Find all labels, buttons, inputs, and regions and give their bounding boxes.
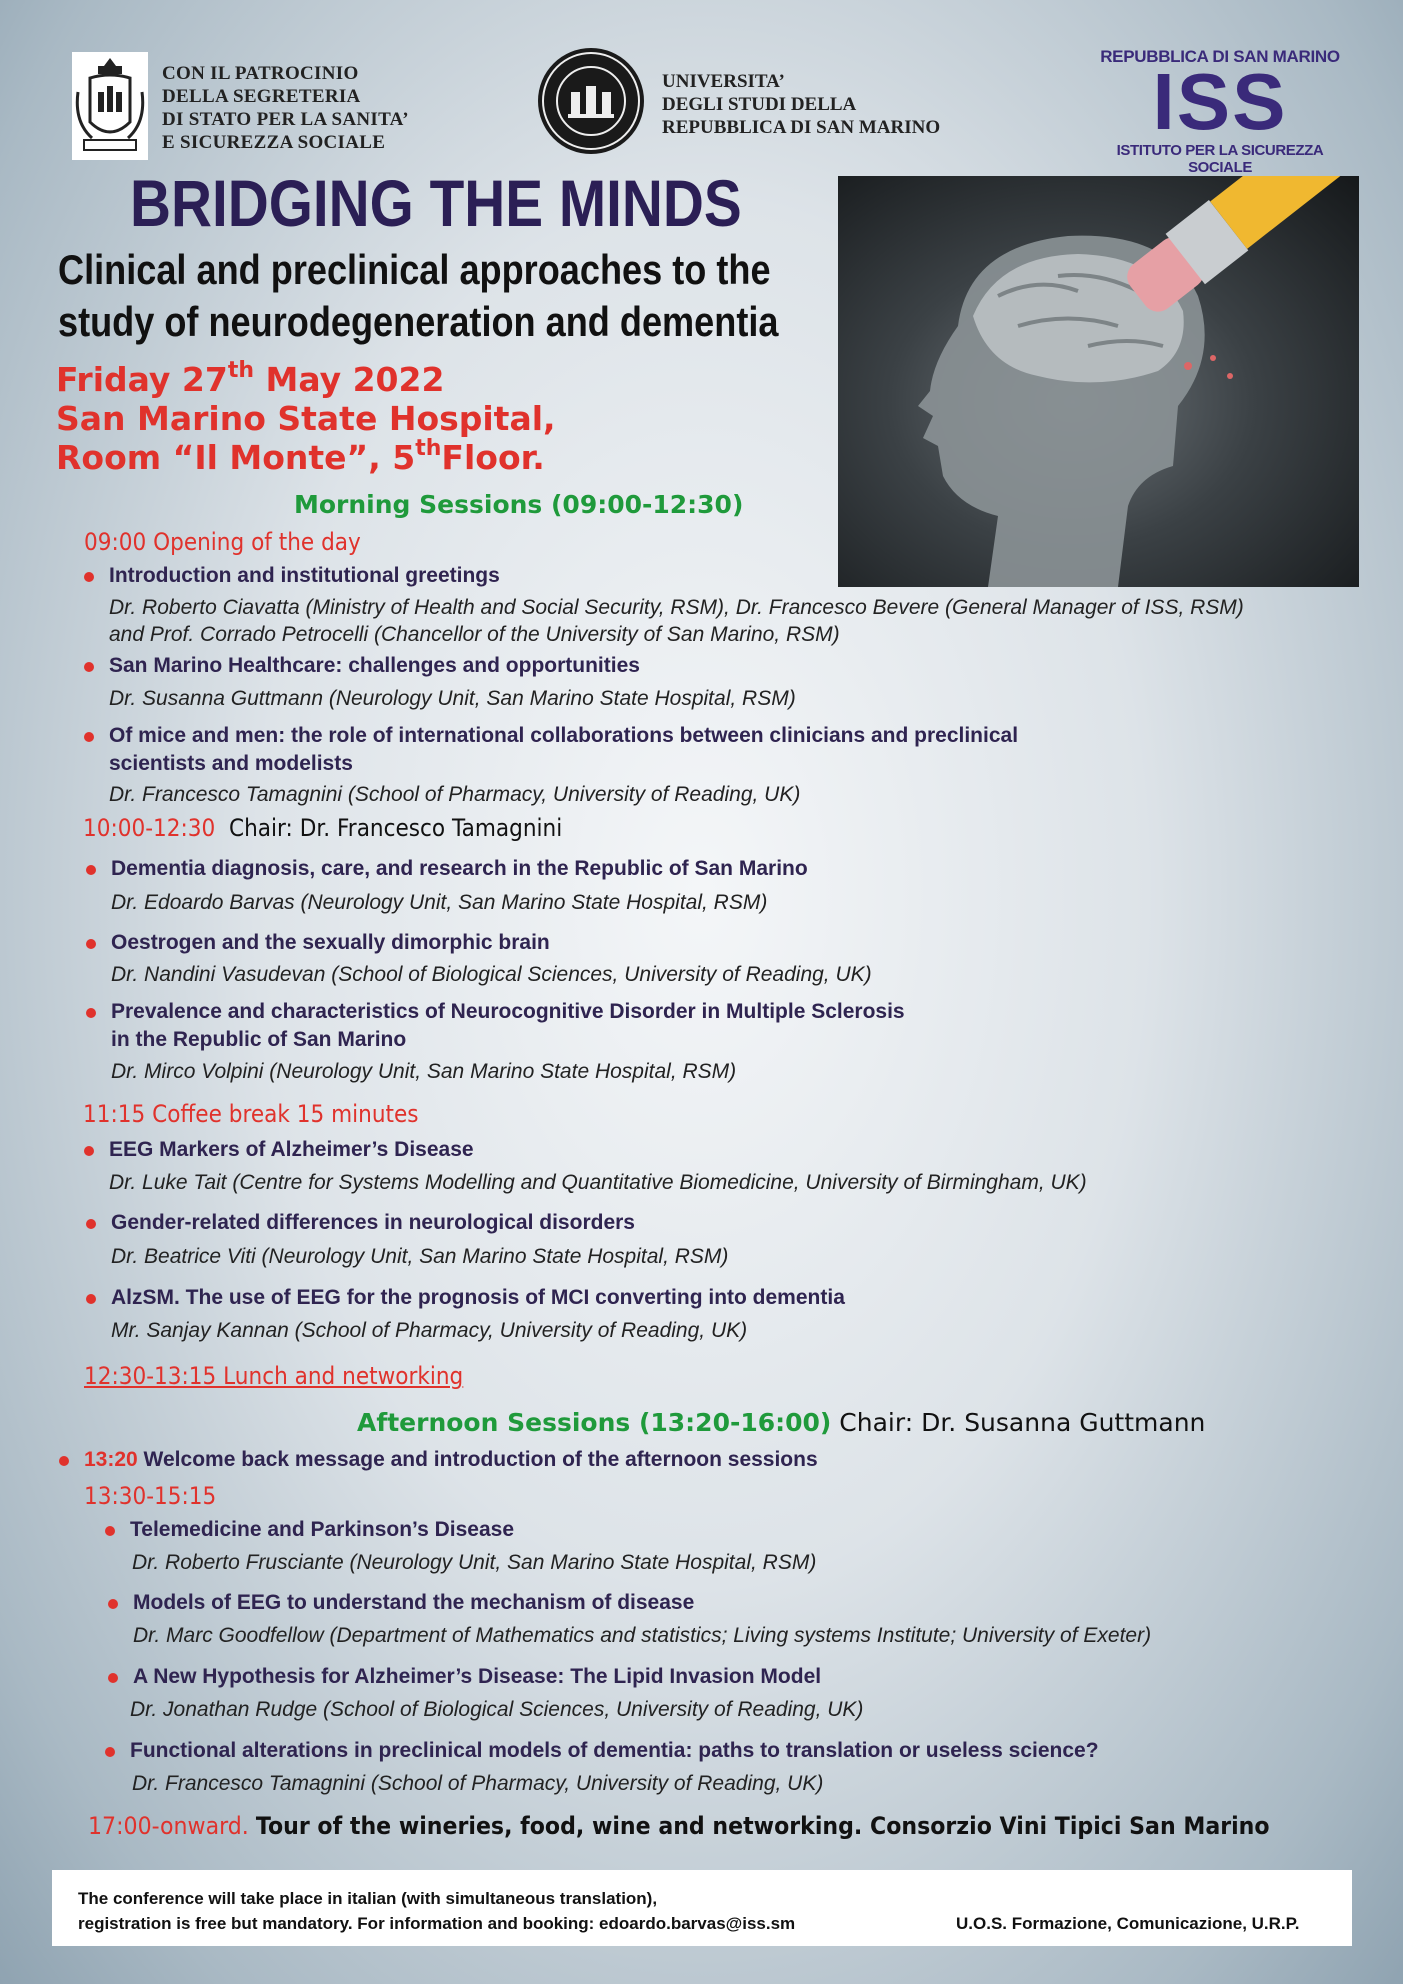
talk-speaker: Dr. Luke Tait (Centre for Systems Modelling and Quantitative Biomedicine, University of Birmingham, UK)	[109, 1171, 1087, 1194]
brain-eraser-illustration	[838, 176, 1359, 587]
university-name: UNIVERSITA’ DEGLI STUDI DELLA REPUBBLICA DI SAN MARINO	[662, 71, 941, 138]
talk-title: A New Hypothesis for Alzheimer’s Disease: The Lipid Invasion Model	[133, 1663, 821, 1691]
patronage-text: CON IL PATROCINIO DELLA SEGRETERIA DI STATO PER LA SANITA’ E SICUREZZA SOCIALE	[162, 63, 409, 153]
san-marino-crest-logo	[72, 52, 148, 160]
slot-time-chair: 10:00-12:30 Chair: Dr. Francesco Tamagnini	[83, 814, 563, 842]
afternoon-slot-time: 13:30-15:15	[84, 1482, 217, 1510]
talk-speaker: Dr. Francesco Tamagnini (School of Pharmacy, University of Reading, UK)	[109, 783, 801, 806]
talk-title: AlzSM. The use of EEG for the prognosis of MCI converting into dementia	[111, 1284, 845, 1312]
talk-title: EEG Markers of Alzheimer’s Disease	[109, 1136, 474, 1164]
opening-time: 09:00 Opening of the day	[84, 528, 361, 556]
talk-speaker: Mr. Sanjay Kannan (School of Pharmacy, University of Reading, UK)	[111, 1319, 748, 1342]
talk-title: Dementia diagnosis, care, and research in the Republic of San Marino	[111, 855, 808, 883]
talk-speaker: Dr. Francesco Tamagnini (School of Pharmacy, University of Reading, UK)	[132, 1772, 824, 1795]
page-subtitle: Clinical and preclinical approaches to the study of neurodegeneration and dementia	[58, 246, 779, 345]
university-seal-logo	[538, 48, 644, 154]
talk-speaker: Dr. Susanna Guttmann (Neurology Unit, San Marino State Hospital, RSM)	[109, 687, 796, 710]
talk-speaker: Dr. Roberto Ciavatta (Ministry of Health and Social Security, RSM), Dr. Francesco Bevere (General Manager of ISS, RSM) and Prof. Corrado Petrocelli (Chancellor of the University of San Marino, RSM)	[109, 596, 1244, 646]
talk-speaker: Dr. Nandini Vasudevan (School of Biological Sciences, University of Reading, UK)	[111, 963, 872, 986]
talk-title: Introduction and institutional greetings	[109, 562, 500, 590]
footer-info: The conference will take place in italian (with simultaneous translation), registration is free but mandatory. For information and booking: edoardo.barvas@iss.sm	[78, 1889, 796, 1933]
iss-republic-label: REPUBBLICA DI SAN MARINO	[1100, 47, 1340, 66]
talk-title: Functional alterations in preclinical models of dementia: paths to translation or useless science?	[130, 1737, 1099, 1765]
talk-speaker: Dr. Mirco Volpini (Neurology Unit, San Marino State Hospital, RSM)	[111, 1060, 737, 1083]
afternoon-sessions-heading: Afternoon Sessions (13:20-16:00) Chair: Dr. Susanna Guttmann	[357, 1408, 1206, 1437]
talk-speaker: Dr. Roberto Frusciante (Neurology Unit, San Marino State Hospital, RSM)	[132, 1551, 817, 1574]
lunch-break: 12:30-13:15 Lunch and networking	[84, 1362, 464, 1390]
talk-speaker: Dr. Beatrice Viti (Neurology Unit, San Marino State Hospital, RSM)	[111, 1245, 729, 1268]
talk-speaker: Dr. Jonathan Rudge (School of Biological Sciences, University of Reading, UK)	[130, 1698, 864, 1721]
closing-event: 17:00-onward. Tour of the wineries, food, wine and networking. Consorzio Vini Tipici San Marino	[88, 1812, 1270, 1840]
welcome-back: 13:20 Welcome back message and introduction of the afternoon sessions	[84, 1446, 818, 1474]
talk-title: Models of EEG to understand the mechanism of disease	[133, 1589, 694, 1617]
talk-title: Of mice and men: the role of international collaborations between clinicians and preclinical scientists and modelists	[109, 722, 1018, 778]
talk-speaker: Dr. Edoardo Barvas (Neurology Unit, San Marino State Hospital, RSM)	[111, 891, 768, 914]
event-date-location: Friday 27th May 2022 San Marino State Hospital, Room “Il Monte”, 5thFloor.	[56, 358, 556, 477]
talk-title: Gender-related differences in neurological disorders	[111, 1209, 635, 1237]
footer-organizer: U.O.S. Formazione, Comunicazione, U.R.P.	[956, 1914, 1300, 1933]
talk-title: Telemedicine and Parkinson’s Disease	[130, 1516, 514, 1544]
iss-subtitle: ISTITUTO PER LA SICUREZZA SOCIALE	[1116, 142, 1324, 176]
iss-logo-text: ISS	[1152, 57, 1288, 146]
morning-sessions-heading: Morning Sessions (09:00-12:30)	[294, 490, 744, 519]
talk-title: San Marino Healthcare: challenges and opportunities	[109, 652, 640, 680]
coffee-break: 11:15 Coffee break 15 minutes	[83, 1100, 419, 1128]
talk-title: Oestrogen and the sexually dimorphic brain	[111, 929, 550, 957]
talk-title: Prevalence and characteristics of Neurocognitive Disorder in Multiple Sclerosis in the Republic of San Marino	[111, 998, 905, 1054]
talk-speaker: Dr. Marc Goodfellow (Department of Mathematics and statistics; Living systems Institute; University of Exeter)	[133, 1624, 1152, 1647]
page-title: BRIDGING THE MINDS	[130, 166, 742, 240]
